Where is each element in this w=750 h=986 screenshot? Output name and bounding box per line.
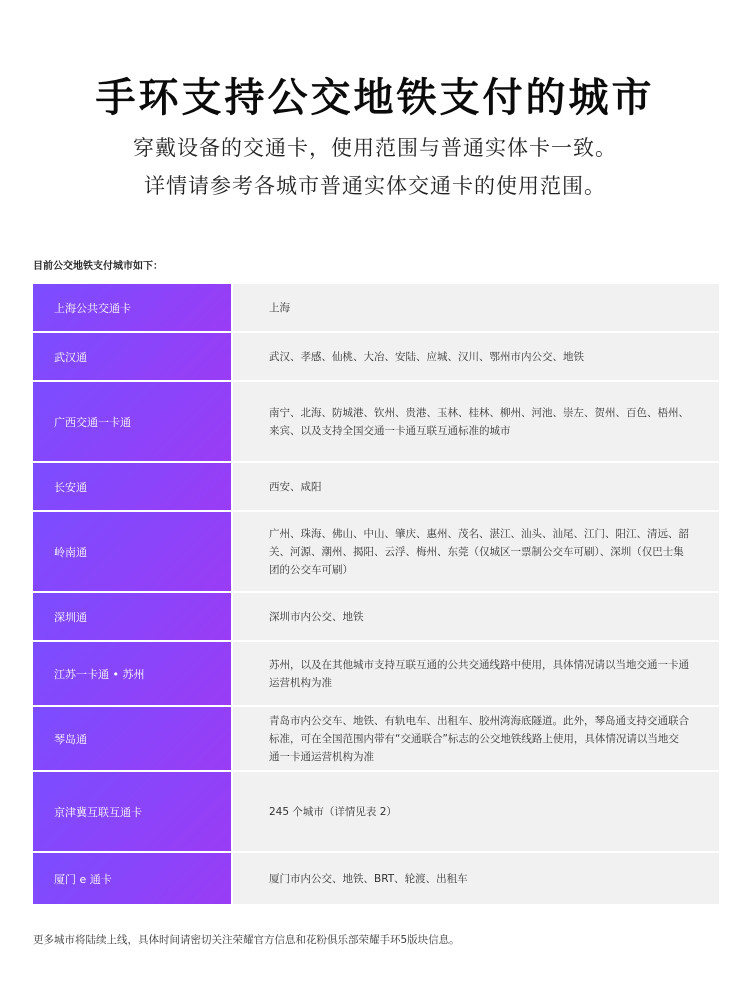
card-name: 广西交通一卡通 xyxy=(33,382,231,461)
table-row xyxy=(33,593,719,642)
card-cities: 西安、咸阳 xyxy=(233,463,719,510)
table-row xyxy=(33,463,719,512)
city-table xyxy=(33,284,719,904)
card-cities: 广州、珠海、佛山、中山、肇庆、惠州、茂名、湛江、汕头、汕尾、江门、阳江、清远、韶关、河源、潮州、揭阳、云浮、梅州、东莞（仅城区一票制公交车可刷）、深圳（仅巴士集团的公交车可刷） xyxy=(233,512,719,591)
card-name: 深圳通 xyxy=(33,593,231,640)
card-cities: 245 个城市（详情见表 2） xyxy=(233,772,719,851)
table-row xyxy=(33,382,719,463)
footer-note: 更多城市将陆续上线，具体时间请密切关注荣耀官方信息和花粉俱乐部荣耀手环5版块信息。 xyxy=(33,934,460,946)
page-title: 手环支持公交地铁支付的城市 xyxy=(95,75,655,121)
subtitle-line-2: 详情请参考各城市普通实体交通卡的使用范围。 xyxy=(144,174,606,198)
table-row xyxy=(33,772,719,853)
card-cities: 厦门市内公交、地铁、BRT、轮渡、出租车 xyxy=(233,853,719,904)
card-name: 琴岛通 xyxy=(33,707,231,770)
table-row xyxy=(33,512,719,593)
card-name: 京津冀互联互通卡 xyxy=(33,772,231,851)
card-name: 厦门 e 通卡 xyxy=(33,853,231,904)
card-cities: 青岛市内公交车、地铁、有轨电车、出租车、胶州湾海底隧道。此外，琴岛通支持交通联合标准，可在全国范围内带有“交通联合”标志的公交地铁线路上使用，具体情况请以当地交通一卡通运营机构为准 xyxy=(233,707,719,770)
subtitle-line-1: 穿戴设备的交通卡，使用范围与普通实体卡一致。 xyxy=(133,136,617,160)
table-row xyxy=(33,284,719,333)
card-name: 岭南通 xyxy=(33,512,231,591)
card-cities: 苏州，以及在其他城市支持互联互通的公共交通线路中使用，具体情况请以当地交通一卡通运营机构为准 xyxy=(233,642,719,705)
card-name: 武汉通 xyxy=(33,333,231,380)
table-row xyxy=(33,853,719,904)
table-row xyxy=(33,707,719,772)
table-row xyxy=(33,642,719,707)
card-name: 长安通 xyxy=(33,463,231,510)
card-name: 江苏一卡通 • 苏州 xyxy=(33,642,231,705)
table-row xyxy=(33,333,719,382)
table-caption: 目前公交地铁支付城市如下： xyxy=(33,261,163,272)
card-cities: 南宁、北海、防城港、钦州、贵港、玉林、桂林、柳州、河池、崇左、贺州、百色、梧州、来宾、以及支持全国交通一卡通互联互通标准的城市 xyxy=(233,382,719,461)
card-name: 上海公共交通卡 xyxy=(33,284,231,331)
card-cities: 上海 xyxy=(233,284,719,331)
card-cities: 深圳市内公交、地铁 xyxy=(233,593,719,640)
card-cities: 武汉、孝感、仙桃、大冶、安陆、应城、汉川、鄂州市内公交、地铁 xyxy=(233,333,719,380)
